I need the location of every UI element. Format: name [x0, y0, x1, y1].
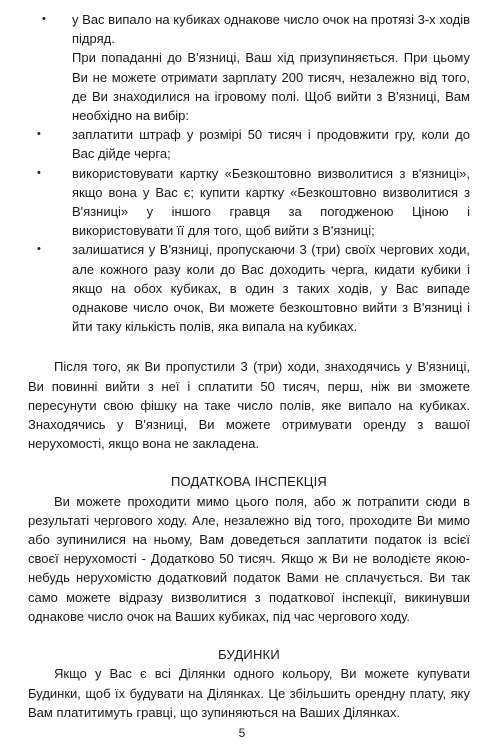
list-item-text: використовувати картку «Безкоштовно визволитися з в'язниці», якщо вона у Вас є; купити картку «Безкоштовно визволитися з В'язниці» у іншого гравця за погодженою Ціною і використовувати її для того, щоб вийти з В'язниці;: [72, 165, 470, 239]
jail-trigger-list: [28, 10, 470, 48]
after-jail-paragraph: Після того, як Ви пропустили 3 (три) ходи, знаходячись у В'язниці, Ви повинні вийти з неї і сплатити 50 тисяч, перш, ніж ви зможете пересунути свою фішку на таке число полів, яке випало на кубиках. Знаходячись у В'язниці, Ви можете отримувати оренду з вашої нерухомості, якщо вона не закладена.: [28, 359, 470, 452]
houses-heading: БУДИНКИ: [218, 647, 280, 663]
list-item: [28, 240, 470, 336]
list-item-text: у Вас випало на кубиках однакове число очок на протязі 3-х ходів підряд.: [72, 12, 470, 47]
bullet-icon: •: [37, 243, 41, 256]
list-item: [28, 10, 470, 48]
tax-paragraph: Ви можете проходити мимо цього поля, або ж потрапити сюди в результаті чергового ходу. Але, незалежно від того, проходите Ви мимо або зупинилися на ньому, Вам доведеться заплатити податок із всієї своєї нерухомості - Додатково 50 тисяч. Якщо ж Ви не володієте якою-небудь нерухомістю додатковий податок Вами не сплачується. Ви так само можете відразу визволитися з податкової інспекції, викинувши однакове число очок на Ваших кубиках, під час чергового ходу.: [28, 493, 470, 624]
document-page: [28, 10, 470, 722]
bullet-icon: •: [37, 128, 41, 141]
list-item: [28, 125, 470, 163]
jail-options-list: [28, 125, 470, 336]
list-item-text: залишатися у В'язниці, пропускаючи 3 (три) своїх чергових ходи, але кожного разу коли до Вас доходить черга, кидати кубики і якщо на обох кубиках, в один з таких ходів, у Вас випаде однакове число очок, Ви можете безкоштовно вийти з В'язниці і йти таку кількість полів, яка випала на кубиках.: [72, 242, 470, 335]
houses-paragraph: Якщо у Вас є всі Ділянки одного кольору, Ви можете купувати Будинки, щоб їх будувати на Ділянках. Це збільшить орендну плату, яку Вам платитимуть гравці, що зупиняються на Ваших Ділянках.: [28, 666, 470, 720]
page-number: 5: [238, 726, 246, 740]
bullet-icon: •: [42, 13, 46, 25]
list-item: [28, 164, 470, 241]
bullet-icon: •: [37, 166, 41, 179]
jail-paragraph: При попаданні до В'язниці, Ваш хід призупиняється. При цьому Ви не можете отримати зарплату 200 тисяч, незалежно від того, де Ви знаходилися на ігровому полі. Щоб вийти з В'язниці, Вам необхідно на вибір:: [72, 50, 470, 124]
list-item-text: заплатити штраф у розмірі 50 тисяч і продовжити гру, коли до Вас дійде черга;: [72, 127, 470, 162]
tax-heading: ПОДАТКОВА ІНСПЕКЦІЯ: [170, 474, 328, 490]
